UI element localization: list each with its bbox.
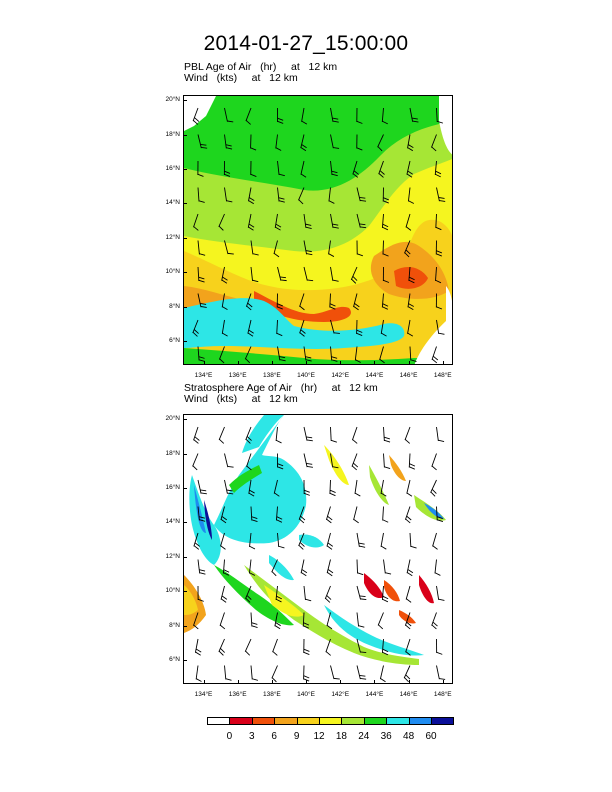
colorbar-label: 3 [249, 731, 255, 742]
lon-tick-mark [340, 361, 341, 365]
lon-tick-mark [409, 361, 410, 365]
colorbar-label: 6 [271, 731, 277, 742]
lon-tick-label: 134°E [194, 372, 213, 379]
lon-tick-label: 138°E [262, 691, 281, 698]
lat-tick-mark [183, 488, 187, 489]
pbl-age-of-air-map [183, 95, 453, 365]
lon-tick-mark [374, 361, 375, 365]
lat-tick-mark [183, 307, 187, 308]
colorbar-swatch [274, 717, 297, 725]
lon-tick-mark [443, 361, 444, 365]
lat-tick-mark [183, 203, 187, 204]
colorbar-label: 24 [358, 731, 370, 742]
lon-tick-mark [204, 361, 205, 365]
lat-tick-mark [183, 169, 187, 170]
colorbar-label: 60 [425, 731, 437, 742]
lon-tick-mark [443, 680, 444, 684]
colorbar-label: 12 [313, 731, 325, 742]
lon-tick-mark [306, 680, 307, 684]
colorbar-swatch [297, 717, 320, 725]
lat-tick-mark [183, 522, 187, 523]
lon-tick-mark [409, 680, 410, 684]
lon-tick-label: 146°E [399, 691, 418, 698]
lat-tick-label: 8°N [169, 621, 180, 629]
lat-tick-mark [183, 591, 187, 592]
lat-tick-mark [183, 272, 187, 273]
lon-tick-mark [204, 680, 205, 684]
lat-tick-label: 12°N [165, 233, 180, 241]
lat-tick-mark [183, 341, 187, 342]
lat-tick-mark [183, 100, 187, 101]
stratosphere-age-of-air-map [183, 414, 453, 684]
lon-tick-label: 148°E [433, 372, 452, 379]
lon-tick-label: 138°E [262, 372, 281, 379]
colorbar-swatch [207, 717, 230, 725]
lat-tick-label: 18°N [165, 449, 180, 457]
panel1-title-line2: Wind (kts) at 12 km [184, 72, 298, 84]
lat-tick-mark [183, 660, 187, 661]
lat-tick-label: 6°N [169, 655, 180, 663]
colorbar-label: 18 [335, 731, 347, 742]
lon-tick-label: 142°E [331, 691, 350, 698]
lon-tick-label: 144°E [365, 372, 384, 379]
lat-tick-label: 14°N [165, 199, 180, 207]
colorbar-swatch [364, 717, 387, 725]
lat-tick-mark [183, 419, 187, 420]
colorbar-swatch [386, 717, 409, 725]
strat-field-svg [184, 415, 453, 684]
lon-tick-mark [272, 361, 273, 365]
lon-tick-label: 146°E [399, 372, 418, 379]
lat-tick-mark [183, 454, 187, 455]
lon-tick-label: 136°E [228, 691, 247, 698]
panel2-title-line2: Wind (kts) at 12 km [184, 393, 298, 405]
lat-tick-label: 6°N [169, 336, 180, 344]
panel1-title-line1: PBL Age of Air (hr) at 12 km [184, 61, 338, 73]
lat-tick-label: 10°N [165, 268, 180, 276]
colorbar-label: 9 [293, 731, 300, 742]
lat-tick-label: 14°N [165, 518, 180, 526]
lon-tick-mark [340, 680, 341, 684]
lon-tick-mark [238, 361, 239, 365]
colorbar-swatch [252, 717, 275, 725]
lat-tick-label: 20°N [165, 415, 180, 423]
colorbar-swatch [319, 717, 342, 725]
lat-tick-mark [183, 626, 187, 627]
lon-tick-label: 148°E [433, 691, 452, 698]
lat-tick-label: 16°N [165, 483, 180, 491]
colorbar-swatch [431, 717, 454, 725]
lon-tick-mark [272, 680, 273, 684]
lat-tick-mark [183, 135, 187, 136]
main-title: 2014-01-27_15:00:00 [203, 32, 409, 55]
lat-tick-label: 10°N [165, 587, 180, 595]
lat-tick-label: 8°N [169, 302, 180, 310]
colorbar-swatch [409, 717, 432, 725]
lat-tick-label: 12°N [165, 552, 180, 560]
strat-background [184, 415, 453, 684]
lon-tick-label: 140°E [297, 372, 315, 379]
lon-tick-label: 140°E [297, 691, 315, 698]
colorbar-label: 36 [380, 731, 392, 742]
colorbar-label: 0 [226, 731, 233, 742]
lon-tick-mark [306, 361, 307, 365]
lon-tick-label: 142°E [331, 372, 350, 379]
lat-tick-mark [183, 238, 187, 239]
colorbar-swatch [229, 717, 252, 725]
lon-tick-mark [238, 680, 239, 684]
lat-tick-label: 20°N [165, 96, 180, 104]
lon-tick-label: 136°E [228, 372, 247, 379]
panel2-title-line1: Stratosphere Age of Air (hr) at 12 km [184, 382, 378, 394]
colorbar-label: 48 [403, 731, 415, 742]
lat-tick-label: 16°N [165, 164, 180, 172]
lon-tick-mark [374, 680, 375, 684]
lon-tick-label: 144°E [365, 691, 384, 698]
pbl-field-svg [184, 96, 453, 365]
colorbar-swatch [341, 717, 364, 725]
lat-tick-label: 18°N [165, 130, 180, 138]
lon-tick-label: 134°E [194, 691, 213, 698]
lat-tick-mark [183, 557, 187, 558]
